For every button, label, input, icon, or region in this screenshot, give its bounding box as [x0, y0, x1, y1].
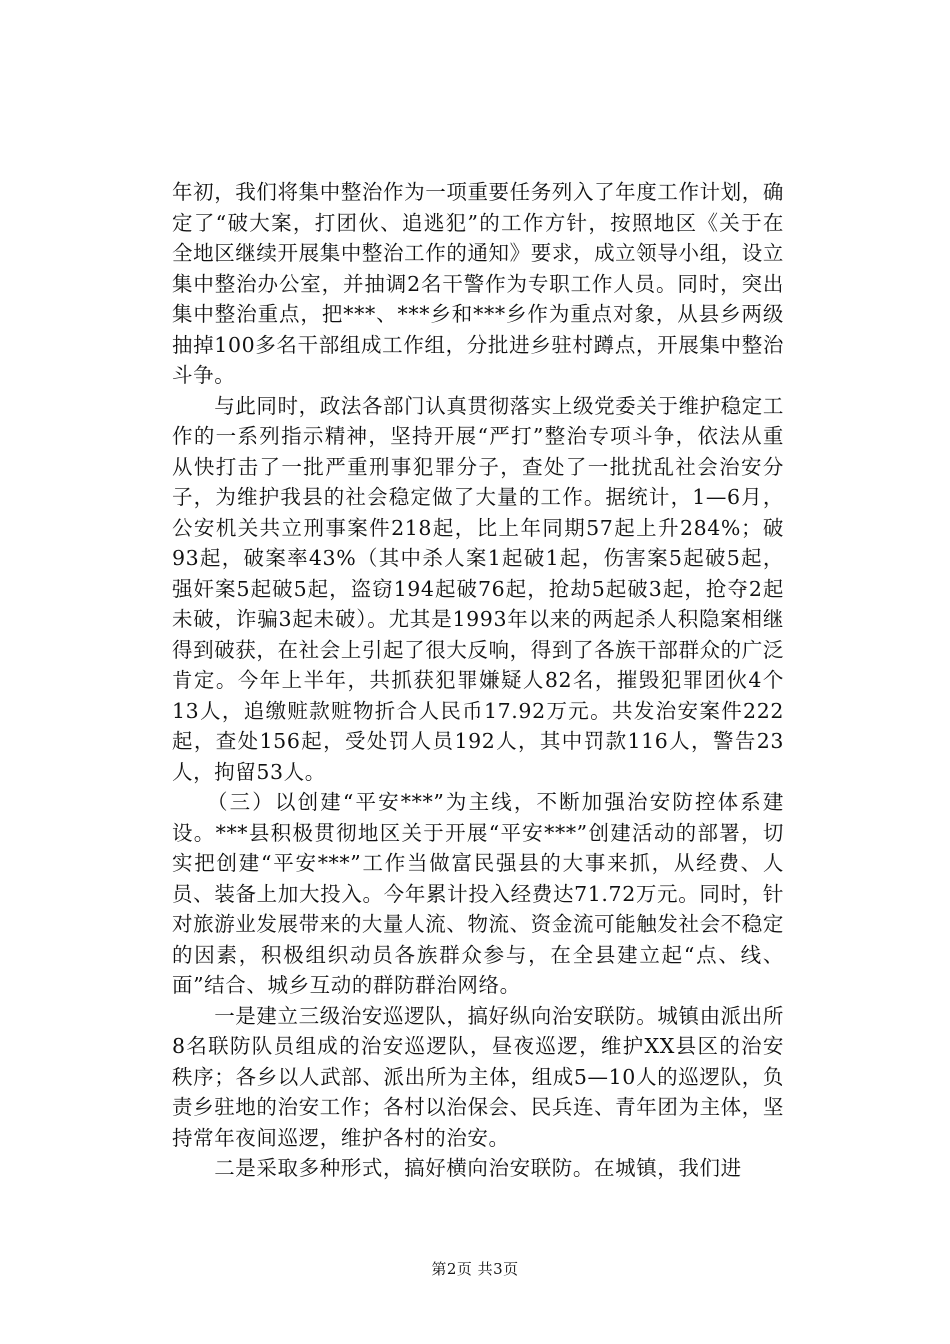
paragraph-vertical-patrol: 一是建立三级治安巡逻队，搞好纵向治安联防。城镇由派出所8名联防队员组成的治安巡逻队，昼夜巡逻，维护XX县区的治安秩序；各乡以人武部、派出所为主体，组成5—10人的巡逻队，负责乡驻地的治安工作；各村以治保会、民兵连、青年团为主体，坚持常年夜间巡逻，维护各村的治安。: [172, 1003, 784, 1150]
paragraph-campaign-setup: 年初，我们将集中整治作为一项重要任务列入了年度工作计划，确定了“破大案，打团伙、追逃犯”的工作方针，按照地区《关于在全地区继续开展集中整治工作的通知》要求，成立领导小组，设立集中整治办公室，并抽调2名干警作为专职工作人员。同时，突出集中整治重点，把***、***乡和***乡作为重点对象，从县乡两级抽掉100多名干部组成工作组，分批进乡驻村蹲点，开展集中整治斗争。: [172, 180, 784, 387]
paragraph-horizontal-patrol: 二是采取多种形式，搞好横向治安联防。在城镇，我们进: [172, 1156, 742, 1180]
paragraph-crackdown-statistics: 与此同时，政法各部门认真贯彻落实上级党委关于维护稳定工作的一系列指示精神，坚持开展“严打”整治专项斗争，依法从重从快打击了一批严重刑事犯罪分子，查处了一批扰乱社会治安分子，为维护我县的社会稳定做了大量的工作。据统计，1—6月，公安机关共立刑事案件218起，比上年同期57起上升284%；破93起，破案率43%（其中杀人案1起破1起，伤害案5起破5起，强奸案5起破5起，盗窃194起破76起，抢劫5起破3起，抢夺2起未破，诈骗3起未破）。尤其是1993年以来的两起杀人积隐案相继得到破获，在社会上引起了很大反响，得到了各族干部群众的广泛肯定。今年上半年，共抓获犯罪嫌疑人82名，摧毁犯罪团伙4个13人，追缴赃款赃物折合人民币17.92万元。共发治安案件222起，查处156起，受处罚人员192人，其中罚款116人，警告23人，拘留53人。: [172, 393, 784, 784]
paragraph-safety-system: （三）以创建“平安***”为主线，不断加强治安防控体系建设。***县积极贯彻地区关于开展“平安***”创建活动的部署，切实把创建“平安***”工作当做富民强县的大事来抓，从经费、人员、装备上加大投入。今年累计投入经费达71.72万元。同时，针对旅游业发展带来的大量人流、物流、资金流可能触发社会不稳定的因素，积极组织动员各族群众参与，在全县建立起“点、线、面”结合、城乡互动的群防群治网络。: [172, 790, 784, 997]
document-body: [172, 177, 784, 1184]
page-number-footer: 第2页 共3页: [431, 1260, 519, 1278]
